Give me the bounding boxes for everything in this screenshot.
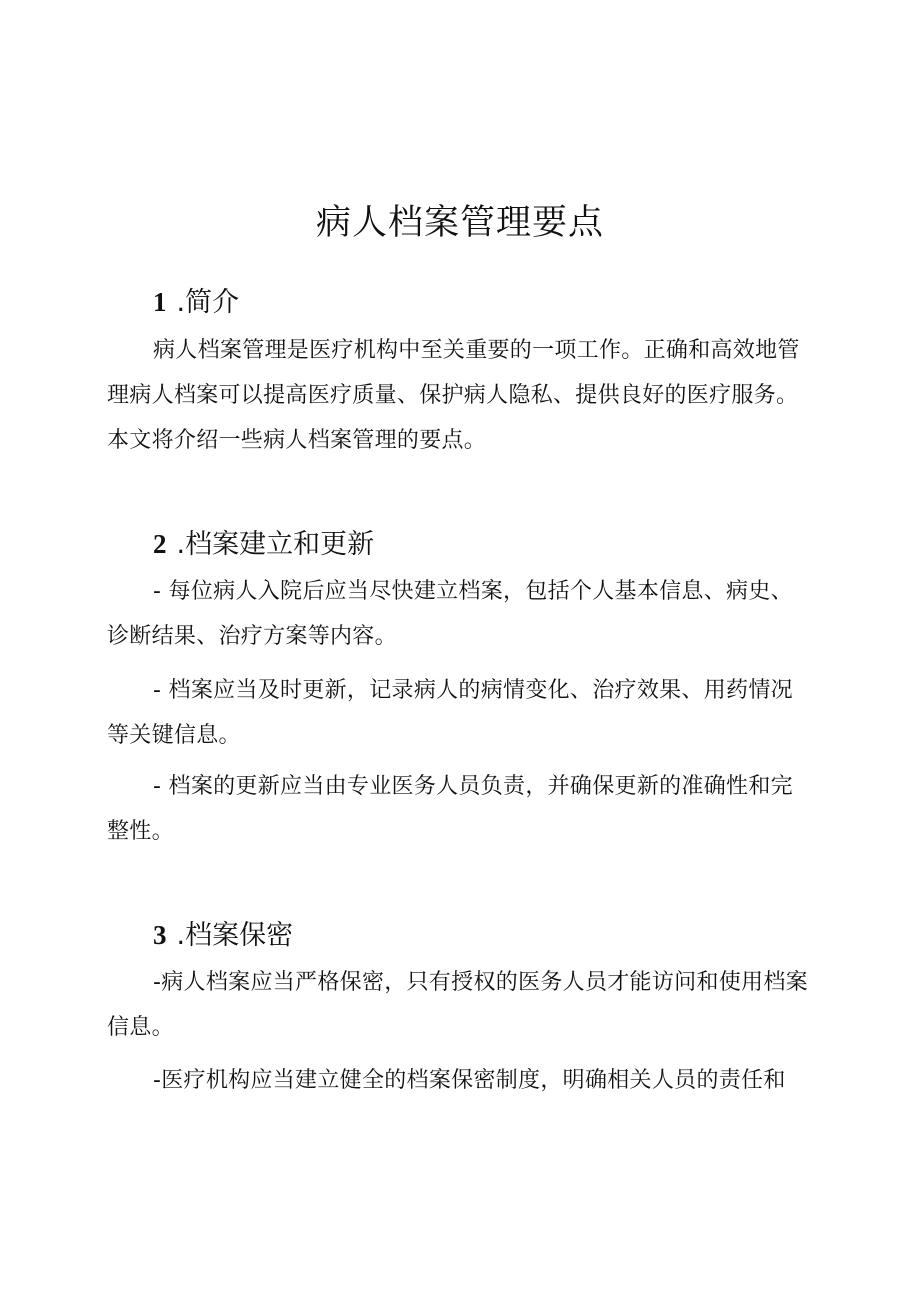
paragraph-bullet-update: - 档案应当及时更新，记录病人的病情变化、治疗效果、用药情况等关键信息。 bbox=[107, 678, 793, 748]
section-title: .简介 bbox=[176, 287, 240, 318]
paragraph-bullet-responsibility: - 档案的更新应当由专业医务人员负责，并确保更新的准确性和完整性。 bbox=[107, 774, 793, 844]
paragraph-bullet-create: - 每位病人入院后应当尽快建立档案，包括个人基本信息、病史、诊断结果、治疗方案等内容。 bbox=[107, 579, 793, 649]
section-number: 1 bbox=[153, 287, 167, 317]
section-heading-creation-update bbox=[153, 526, 374, 563]
section-number: 3 bbox=[153, 920, 167, 950]
document-title: 病人档案管理要点 bbox=[315, 203, 604, 244]
paragraph-bullet-policy: -医疗机构应当建立健全的档案保密制度，明确相关人员的责任和 bbox=[153, 1068, 786, 1093]
section-title: .档案建立和更新 bbox=[176, 529, 375, 560]
paragraph-bullet-access: -病人档案应当严格保密，只有授权的医务人员才能访问和使用档案信息。 bbox=[107, 970, 808, 1040]
paragraph-intro: 病人档案管理是医疗机构中至关重要的一项工作。正确和高效地管理病人档案可以提高医疗质量、保护病人隐私、提供良好的医疗服务。本文将介绍一些病人档案管理的要点。 bbox=[107, 338, 800, 453]
section-heading-confidentiality bbox=[153, 917, 293, 954]
section-heading-intro bbox=[153, 284, 239, 321]
section-number: 2 bbox=[153, 529, 167, 559]
section-title: .档案保密 bbox=[176, 920, 294, 951]
